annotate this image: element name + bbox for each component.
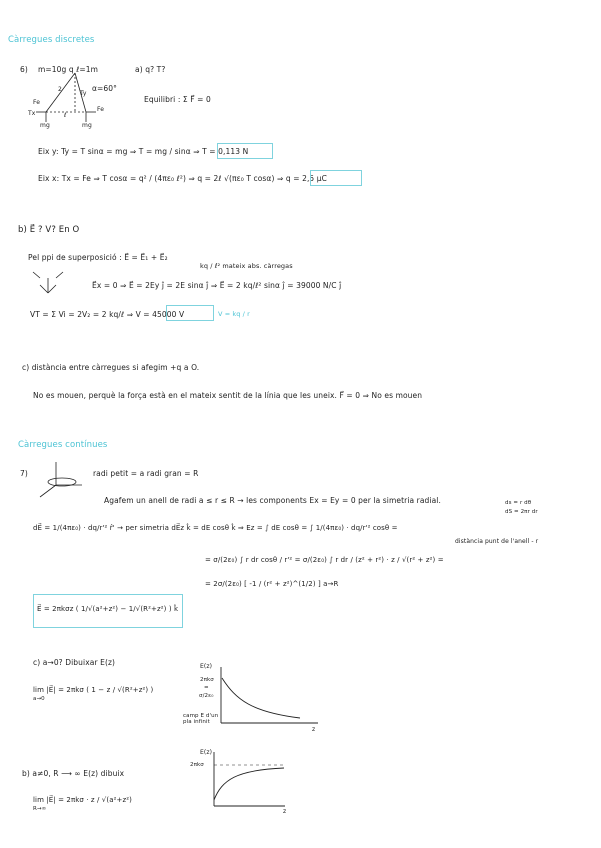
graph1-eq: = bbox=[204, 685, 209, 691]
answer-c: No es mouen, perquè la força està en el mateix sentit de la línia que les uneix. F⃗ = 0 ⇒ No es mouen bbox=[33, 391, 423, 400]
graph1-frac: σ/2ε₀ bbox=[199, 693, 214, 699]
fig-tx: Tx bbox=[28, 110, 36, 117]
angle-label: α=60° bbox=[92, 84, 118, 93]
integral-line-2: = 2σ/(2ε₀) [ -1 / (r² + z²)^(1/2) ] a→R bbox=[205, 580, 339, 588]
side-note-dS: dS = 2πr dr bbox=[505, 509, 538, 515]
graph1-ez: E(z) bbox=[200, 663, 213, 670]
graph-ez-ring bbox=[214, 752, 285, 806]
fig-two: 2 bbox=[58, 86, 62, 93]
field-vectors-sketch bbox=[33, 272, 63, 293]
question-c2: c) a→0? Dibuixar E(z) bbox=[33, 658, 116, 667]
result-box-v bbox=[166, 305, 214, 321]
fig-l: ℓ bbox=[64, 112, 67, 119]
fig-fe-right: Fe bbox=[97, 106, 105, 113]
equilibrium-label: Equilibri : Σ F⃗ = 0 bbox=[144, 95, 211, 104]
fig-ty: Ty bbox=[80, 90, 87, 97]
limit-b-sub: R→∞ bbox=[33, 806, 47, 812]
fig-fe-left: Fe bbox=[33, 99, 41, 106]
question-b: b) E⃗ ? V? En O bbox=[18, 225, 80, 235]
v-line: VT = Σ Vi = 2V₂ = 2 kq/ℓ ⇒ V = 45000 V bbox=[30, 310, 185, 319]
disc-axes-figure bbox=[40, 462, 82, 497]
limit-c: lim |E⃗| = 2πkσ ( 1 − z / √(R²+z²) ) bbox=[33, 686, 154, 694]
graph2-z: z bbox=[283, 808, 287, 815]
question-c: c) distància entre càrregues si afegim +q a O. bbox=[22, 363, 200, 372]
result-e: E⃗ = 2πkσz ( 1/√(a²+z²) − 1/√(R²+z²) ) k̂ bbox=[37, 605, 179, 613]
graph-ez-plane bbox=[221, 667, 318, 723]
distance-note: distància punt de l'anell - r bbox=[455, 538, 539, 545]
givens-line: m=10g q ℓ=1m bbox=[38, 65, 99, 74]
section-title-discretes: Càrregues discretes bbox=[8, 35, 95, 45]
v-note: V = kq / r bbox=[218, 310, 250, 318]
limit-c-sub: a→0 bbox=[33, 696, 45, 702]
fig-mg-left: mg bbox=[40, 122, 50, 129]
question-a: a) q? T? bbox=[135, 65, 166, 74]
question-b2: b) a≠0, R ⟶ ∞ E(z) dibuix bbox=[22, 769, 125, 778]
result-box-t bbox=[217, 143, 273, 159]
de-line: dE⃗ = 1/(4πε₀) · dq/r'² r̂' → per simetria dE⃗z k̂ = dE cosθ k̂ ⇒ Ez = ∫ dE cosθ = ∫ 1/(4πε₀) · dq/r'² cosθ = bbox=[33, 524, 398, 532]
section-title-continues: Càrregues contínues bbox=[18, 440, 108, 450]
result-box-q bbox=[310, 170, 362, 186]
limit-b: lim |E⃗| = 2πkσ · z / √(a²+z²) bbox=[33, 796, 132, 804]
fig-mg-right: mg bbox=[82, 122, 92, 129]
ex-line: E⃗x = 0 ⇒ E⃗ = 2Ey ĵ = 2E sinα ĵ ⇒ E⃗ = 2 kq/ℓ² sinα ĵ = 39000 N/C ĵ bbox=[92, 281, 342, 290]
problem-6-number: 6) bbox=[20, 65, 28, 74]
graph1-camp: camp E d'un pla infinit bbox=[183, 713, 219, 725]
graph2-top: 2πkσ bbox=[190, 762, 204, 768]
eq-x-line: Eix x: Tx = Fe ⇒ T cosα = q² / (4πε₀ ℓ²) ⇒ q = 2ℓ √(πε₀ T cosα) ⇒ q = 2,5 μC bbox=[38, 174, 327, 183]
graph1-z: z bbox=[312, 726, 316, 733]
side-note-ds: ds = r dθ bbox=[505, 500, 532, 506]
eq-y-line: Eix y: Ty = T sinα = mg ⇒ T = mg / sinα ⇒ T = 0,113 N bbox=[38, 147, 249, 156]
superposition-line: Pel ppi de superposició : E⃗ = E⃗₁ + E⃗₂ bbox=[28, 253, 168, 262]
disc-radii: radi petit = a radi gran = R bbox=[93, 469, 199, 478]
ring-intro: Agafem un anell de radi a ≤ r ≤ R → les components Ex = Ey = 0 per la simetria radial. bbox=[104, 496, 441, 505]
problem-7-number: 7) bbox=[20, 469, 28, 478]
graph2-ez: E(z) bbox=[200, 749, 213, 756]
integral-line-1: = σ/(2ε₀) ∫ r dr cosθ / r'² = σ/(2ε₀) ∫ r dr / (z² + r²) · z / √(r² + z²) = bbox=[205, 556, 444, 564]
note-kq: kq / ℓ² mateix abs. càrregas bbox=[200, 262, 293, 270]
graph1-top: 2πkσ bbox=[200, 677, 214, 683]
